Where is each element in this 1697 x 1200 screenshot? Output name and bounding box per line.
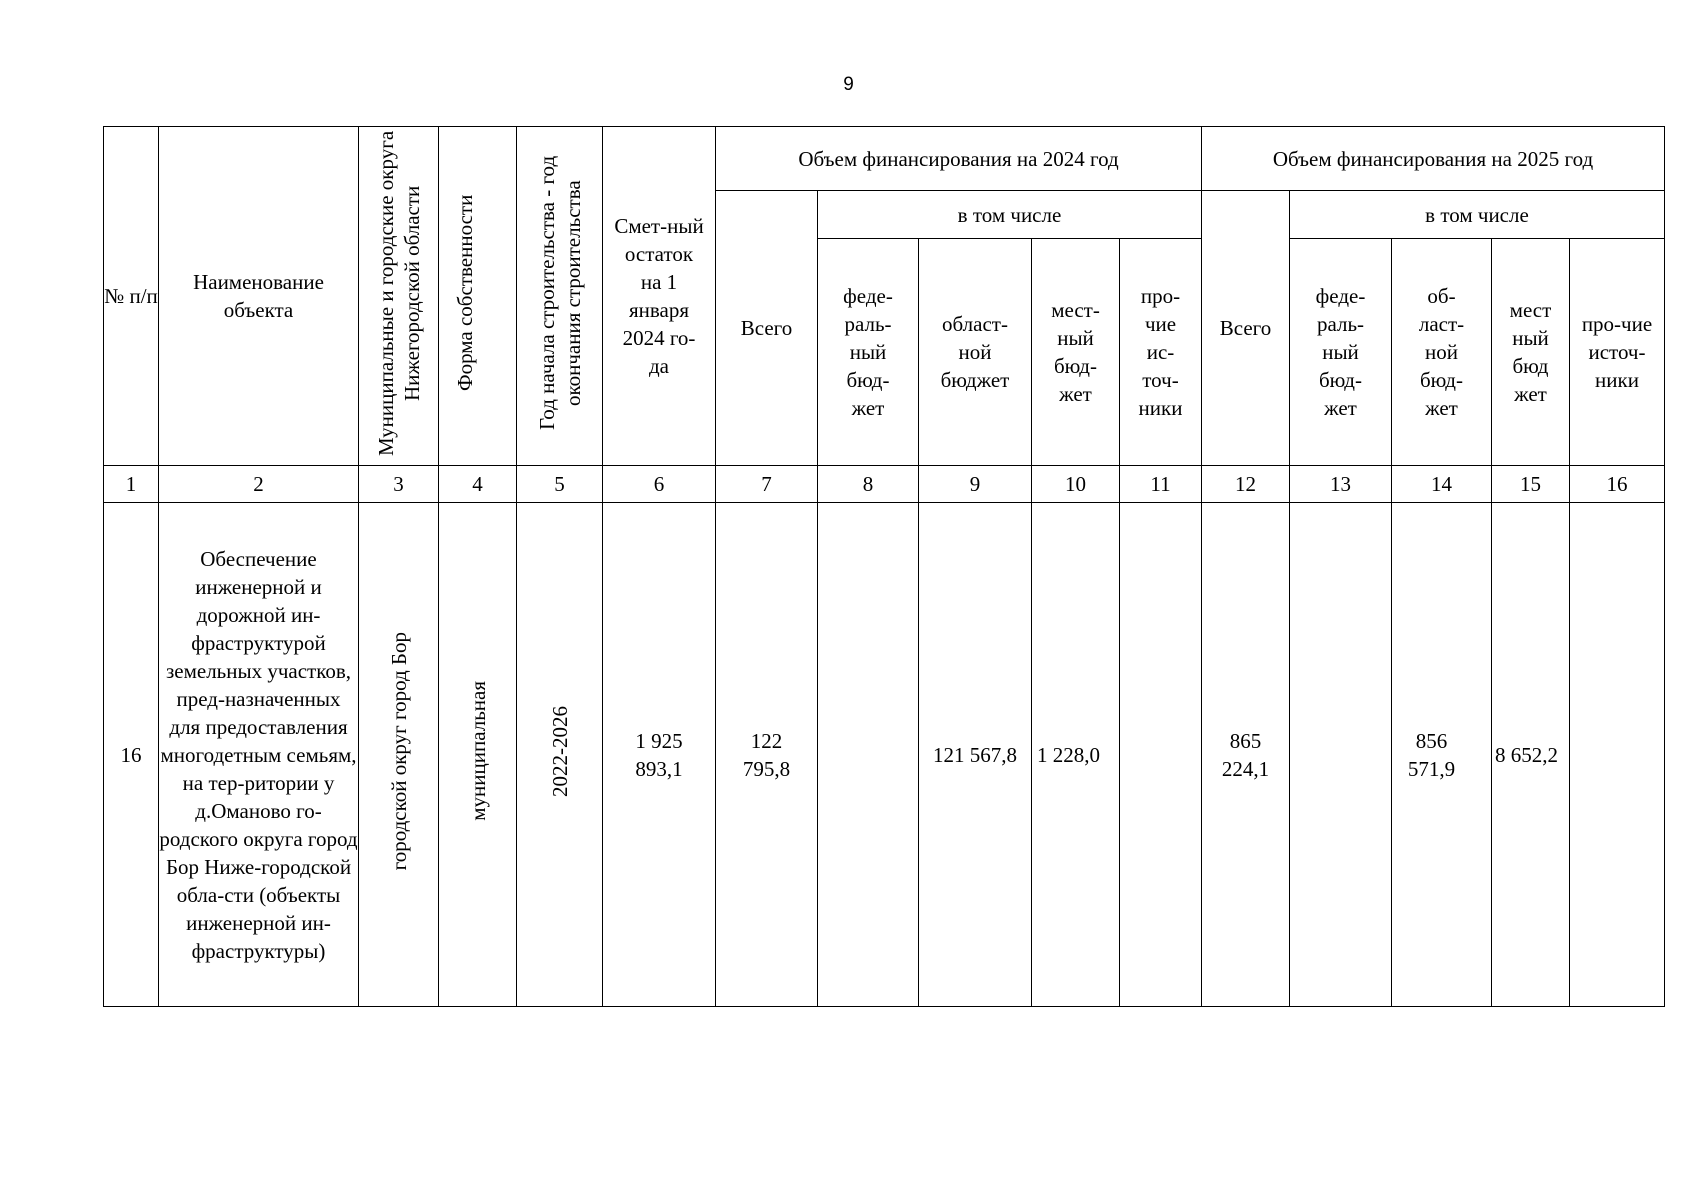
header-funding-2024: Объем финансирования на 2024 год	[716, 127, 1202, 191]
col-number: 7	[716, 466, 818, 503]
header-years-label: Год начала строительства - год окончания строительства	[534, 155, 585, 430]
header-years	[517, 127, 603, 466]
row-other-2025	[1570, 503, 1665, 1007]
header-name: Наименование объекта	[159, 127, 359, 466]
header-funding-2025: Объем финансирования на 2025 год	[1202, 127, 1665, 191]
row-total-2024: 122 795,8	[716, 503, 818, 1007]
col-number: 14	[1392, 466, 1492, 503]
col-number: 10	[1032, 466, 1120, 503]
col-number: 16	[1570, 466, 1665, 503]
header-total-2024: Всего	[716, 191, 818, 466]
header-ownership-label: Форма собственности	[452, 194, 477, 391]
row-municipality-label: городской округ город Бор	[386, 631, 411, 871]
header-total-2025: Всего	[1202, 191, 1290, 466]
row-local-2024: 1 228,0	[1032, 503, 1120, 1007]
col-number: 8	[818, 466, 919, 503]
col-number: 11	[1120, 466, 1202, 503]
row-federal-2024	[818, 503, 919, 1007]
header-including-2025: в том числе	[1290, 191, 1665, 239]
col-number: 3	[359, 466, 439, 503]
header-regional-2024: област-ной бюджет	[919, 239, 1032, 466]
header-estimate: Смет-ный остаток на 1 января 2024 го-да	[603, 127, 716, 466]
header-municipality	[359, 127, 439, 466]
col-number: 6	[603, 466, 716, 503]
column-numbers-row	[104, 466, 1665, 503]
col-number: 2	[159, 466, 359, 503]
row-num: 16	[104, 503, 159, 1007]
col-number: 9	[919, 466, 1032, 503]
row-other-2024	[1120, 503, 1202, 1007]
row-years-label: 2022-2026	[547, 705, 572, 797]
header-including-2024: в том числе	[818, 191, 1202, 239]
header-num: № п/п	[104, 127, 159, 466]
header-regional-2025: об-ласт-ной бюд-жет	[1392, 239, 1492, 466]
col-number: 5	[517, 466, 603, 503]
page-number: 9	[843, 74, 854, 95]
col-number: 15	[1492, 466, 1570, 503]
col-number: 12	[1202, 466, 1290, 503]
table-row	[104, 503, 1665, 1007]
header-other-2024: про-чие ис-точ-ники	[1120, 239, 1202, 466]
header-local-2024: мест-ный бюд-жет	[1032, 239, 1120, 466]
row-ownership-label: муниципальная	[465, 681, 490, 821]
col-number: 13	[1290, 466, 1392, 503]
header-federal-2025: феде-раль-ный бюд-жет	[1290, 239, 1392, 466]
row-ownership	[439, 503, 517, 1007]
row-regional-2025: 856 571,9	[1392, 503, 1492, 1007]
col-number: 1	[104, 466, 159, 503]
col-number: 4	[439, 466, 517, 503]
row-municipality	[359, 503, 439, 1007]
row-federal-2025	[1290, 503, 1392, 1007]
header-ownership	[439, 127, 517, 466]
row-local-2025: 8 652,2	[1492, 503, 1570, 1007]
row-total-2025: 865 224,1	[1202, 503, 1290, 1007]
header-municipality-label: Муниципальные и городские округа Нижегородской области	[373, 129, 424, 456]
row-regional-2024: 121 567,8	[919, 503, 1032, 1007]
header-local-2025: мест ный бюд жет	[1492, 239, 1570, 466]
financing-table	[103, 126, 1665, 1007]
row-estimate: 1 925 893,1	[603, 503, 716, 1007]
header-other-2025: про-чие источ-ники	[1570, 239, 1665, 466]
row-name: Обеспечение инженерной и дорожной ин-фраструктурой земельных участков, пред-назначенных для предоставления многодетным семьям, на тер-ритории у д.Оманово го-родского округа город Бор Ниже-городской обла-сти (объекты инженерной ин-фраструктуры)	[159, 503, 359, 1007]
row-years	[517, 503, 603, 1007]
header-federal-2024: феде-раль-ный бюд-жет	[818, 239, 919, 466]
